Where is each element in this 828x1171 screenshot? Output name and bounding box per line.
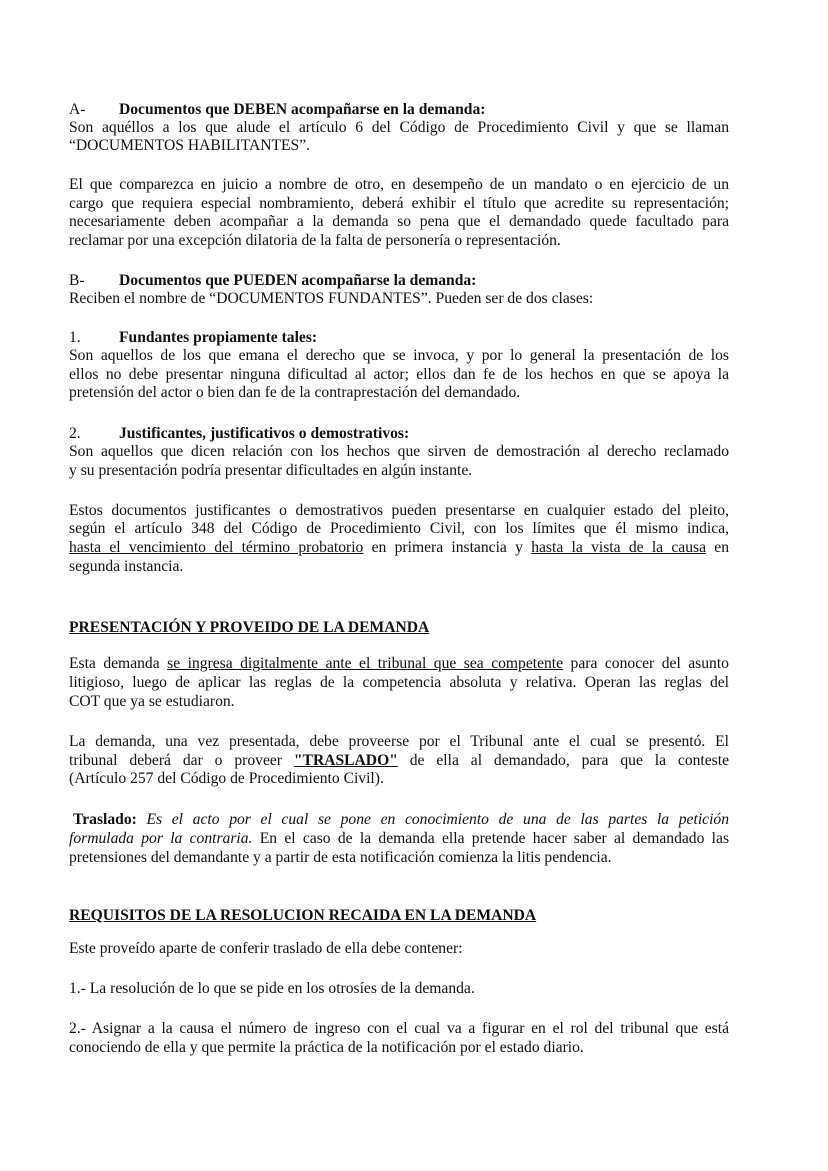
text-segment: Estos documentos justificantes o demostrativos pueden presentarse en cualquier estado del pleito, (69, 502, 729, 519)
italic-text: formulada por la contraria. (69, 830, 253, 847)
text-line (69, 194, 729, 213)
section-heading (69, 618, 729, 637)
text-line (69, 118, 729, 137)
text-line (69, 442, 729, 461)
text-segment: tribunal deberá dar o proveer (69, 752, 294, 769)
italic-text: Es el acto por el cual se pone en conocimiento de una de las partes la petición (146, 811, 729, 828)
text-line (69, 673, 729, 692)
text-segment: en (706, 539, 729, 556)
text-segment: Son aquellos de los que emana el derecho que se invoca, y por lo general la presentación de los (69, 347, 729, 364)
text-segment: COT que ya se estudiaron. (69, 693, 235, 710)
text-line (69, 654, 729, 673)
text-line (69, 751, 729, 770)
text-segment (137, 811, 147, 828)
text-line (69, 848, 729, 867)
text-segment: “DOCUMENTOS HABILITANTES”. (69, 137, 311, 154)
text-line (69, 1038, 729, 1057)
text-line (69, 136, 729, 155)
text-segment: Son aquéllos a los que alude el artículo 6 del Código de Procedimiento Civil y que se llaman (69, 119, 729, 136)
bold-text: Justificantes, justificativos o demostrativos: (119, 425, 410, 442)
text-segment: 1.- La resolución de lo que se pide en los otrosíes de la demanda. (69, 980, 475, 997)
text-line (69, 939, 729, 958)
underlined-text: se ingresa digitalmente ante el tribunal que sea competente (167, 655, 564, 672)
text-line (69, 365, 729, 384)
text-line (69, 346, 729, 365)
underlined-text: hasta la vista de la causa (531, 539, 706, 556)
list-marker: 2. (69, 425, 81, 442)
text-segment: Reciben el nombre de “DOCUMENTOS FUNDANTES”. Pueden ser de dos clases: (69, 290, 594, 307)
text-segment: (Artículo 257 del Código de Procedimiento Civil). (69, 770, 384, 787)
section-heading (69, 906, 729, 925)
text-segment: El que comparezca en juicio a nombre de otro, en desempeño de un mandato o en ejercicio de un (69, 176, 729, 193)
text-line (69, 175, 729, 194)
text-segment: En el caso de la demanda ella pretende hacer saber al demandado las (252, 830, 729, 847)
text-segment: necesariamente deben acompañar a la demanda so pena que el demandado quede facultado para (69, 213, 729, 230)
text-segment: conociendo de ella y que permite la práctica de la notificación por el estado diario. (69, 1039, 584, 1056)
text-line (69, 557, 729, 576)
list-marker: B- (69, 272, 85, 289)
text-line (69, 328, 729, 347)
text-line (69, 979, 729, 998)
text-segment: pretensiones del demandante y a partir de esta notificación comienza la litis pendencia. (69, 849, 612, 866)
text-segment: en primera instancia y (363, 539, 532, 556)
text-line (69, 692, 729, 711)
text-line (69, 829, 729, 848)
text-line (69, 810, 729, 829)
underlined-text: PRESENTACIÓN Y PROVEIDO DE LA DEMANDA (69, 619, 430, 636)
bold-text: Fundantes propiamente tales: (119, 329, 318, 346)
text-line (69, 289, 729, 308)
text-line (69, 732, 729, 751)
text-segment: cargo que requiera especial nombramiento, deberá exhibir el título que acredite su representación; (69, 195, 729, 212)
text-line (69, 100, 729, 119)
bold-text: Traslado: (73, 811, 137, 828)
text-line (69, 1019, 729, 1038)
underlined-text: "TRASLADO" (293, 752, 398, 769)
text-segment: de ella al demandado, para que la conteste (397, 752, 729, 769)
text-segment: pretensión del actor o bien dan fe de la contraprestación del demandado. (69, 384, 521, 401)
text-segment: y su presentación podría presentar dificultades en algún instante. (69, 462, 473, 479)
underlined-text: hasta el vencimiento del término probatorio (69, 539, 364, 556)
text-line (69, 461, 729, 480)
text-line (69, 231, 729, 250)
text-segment: ellos no debe presentar ninguna dificultad al actor; ellos dan fe de los hechos en que se apoya la (69, 366, 729, 383)
bold-text: Documentos que DEBEN acompañarse en la demanda: (119, 101, 486, 118)
text-segment: 2.- Asignar a la causa el número de ingreso con el cual va a figurar en el rol del tribunal que está (69, 1020, 729, 1037)
text-segment: litigioso, luego de aplicar las reglas de la competencia absoluta y relativa. Operan las reglas del (69, 674, 729, 691)
bold-text: Documentos que PUEDEN acompañarse la demanda: (119, 272, 477, 289)
text-segment: Este proveído aparte de conferir traslado de ella debe contener: (69, 940, 463, 957)
text-line (69, 769, 729, 788)
text-segment: segunda instancia. (69, 558, 184, 575)
list-marker: A- (69, 101, 86, 118)
text-segment: Esta demanda (69, 655, 168, 672)
text-line (69, 383, 729, 402)
text-segment: La demanda, una vez presentada, debe proveerse por el Tribunal ante el cual se presentó. El (69, 733, 729, 750)
underlined-text: REQUISITOS DE LA RESOLUCION RECAIDA EN LA DEMANDA (69, 907, 537, 924)
text-segment: para conocer del asunto (563, 655, 729, 672)
text-line (69, 212, 729, 231)
list-marker: 1. (69, 329, 81, 346)
text-line (69, 501, 729, 520)
text-segment: Son aquellos que dicen relación con los hechos que sirven de demostración al derecho reclamado (69, 443, 729, 460)
text-line (69, 519, 729, 538)
text-line (69, 538, 729, 557)
text-line (69, 271, 729, 290)
text-line (69, 424, 729, 443)
text-segment: según el artículo 348 del Código de Procedimiento Civil, con los límites que él mismo indica, (69, 520, 729, 537)
text-segment: reclamar por una excepción dilatoria de la falta de personería o representación. (69, 232, 561, 249)
